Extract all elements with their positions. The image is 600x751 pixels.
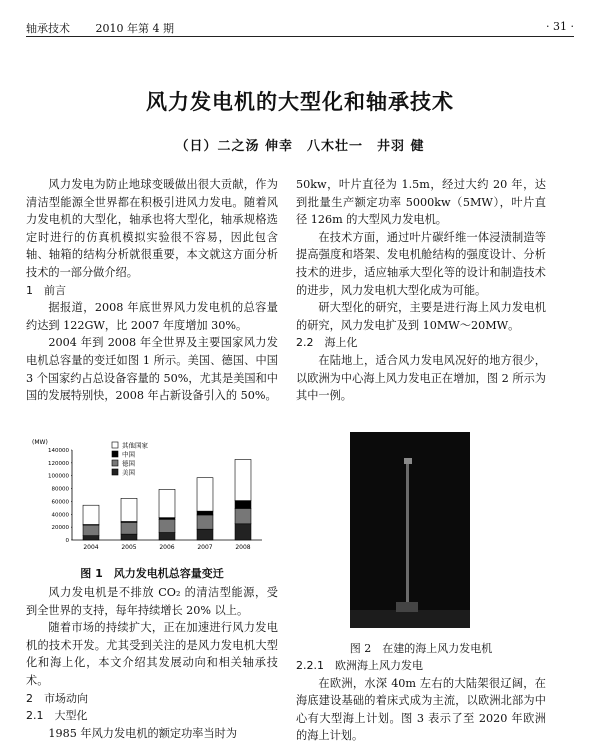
section-1-heading: 1 前言 [26,283,66,297]
x-tick-label: 2005 [121,544,137,551]
legend-label: 其他国家 [122,441,148,450]
legend-swatch [112,460,118,466]
section-2-2-1-heading: 2.2.1 欧洲海上风力发电 [296,659,423,672]
paragraph: 随着市场的持续扩大，正在加速进行风力发电机的技术开发。尤其受到关注的是风力发电机大型化和海上化，本文介绍其发展动向和相关轴承技术。 [26,621,278,687]
legend-swatch [112,442,118,448]
legend-swatch [112,451,118,457]
article-title: 风力发电机的大型化和轴承技术 [146,90,454,114]
bar-segment [121,534,137,540]
y-axis-unit-label: (MW) [32,439,48,446]
header-rule [26,36,574,37]
y-tick-label: 140000 [48,448,69,454]
x-tick-label: 2007 [197,544,213,551]
bar-segment [197,511,213,515]
bar-segment [235,508,251,523]
y-tick-label: 120000 [48,460,69,467]
bar-segment [197,515,213,529]
left-column-bottom [26,584,278,742]
legend-label: 德国 [122,459,135,468]
bar-segment [121,522,137,534]
x-tick-label: 2006 [159,544,175,551]
section-2-heading: 2 市场动向 [26,691,88,705]
paragraph: 50kw，叶片直径为 1.5m，经过大约 20 年，达到批量生产额定功率 5000kw（5MW），叶片直径 126m 的大型风力发电机。 [296,178,546,227]
figure-2-photo [350,432,470,628]
section-2-1-heading: 2.1 大型化 [26,709,88,723]
y-tick-label: 100000 [48,473,69,480]
y-tick-label: 0 [65,538,69,544]
paragraph: 在技术方面，通过叶片碳纤维一体浸渍制造等提高强度和塔架、发电机舱结构的强度设计、分析技术的进步，适应轴承大型化等的设计和制造技术的进步，风力发电机大型化成为可能。 [296,230,546,297]
x-tick-label: 2008 [235,544,251,551]
legend-label: 美国 [122,468,135,477]
bar-segment [83,505,99,524]
bar-segment [159,489,175,517]
bar-segment [197,478,213,511]
paragraph: 1985 年风力发电机的额定功率当时为 [48,726,238,740]
bar-segment [197,529,213,540]
paragraph: 风力发电机是不排放 CO₂ 的清洁型能源，受到全世界的支持，每年持续增长 20% 以上。 [26,586,278,617]
paragraph: 研大型化的研究，主要是进行海上风力发电机的研究，风力发电扩及到 10MW～20MW。 [296,301,546,332]
figure-1-caption: 图 1 风力发电机总容量变迁 [80,567,224,580]
bar-segment [83,536,99,540]
abstract-paragraph: 风力发电为防止地球变暖做出很大贡献，作为清洁型能源全世界都在积极引进风力发电。随着风力发电机的大型化，轴承也将大型化，轴承规格选定时进行的仿真机模拟实验很不容易，因此包含轴、轴箱的结构分析就很重要，本文就这方面分析技术的一部分做介绍。 [26,178,278,279]
turbine-nacelle-shape [404,458,412,464]
y-tick-label: 20000 [51,525,69,532]
bar-segment [235,501,251,509]
y-tick-label: 40000 [51,512,69,519]
header-left [26,20,196,36]
right-column-top [296,176,546,405]
figure-1-chart [30,436,270,562]
sea-surface-shape [350,610,470,628]
issue-label: 2010 年第 4 期 [95,22,174,35]
bar-segment [83,525,99,536]
turbine-tower-shape [406,462,409,612]
paragraph: 在欧洲，水深 40m 左右的大陆架很辽阔，在海底建设基础的着床式成为主流，以欧洲北部为中心有大型海上计划。图 3 表示了至 2020 年欧洲的海上计划。 [296,676,546,743]
article-authors: （日）二之汤 伸幸 八木壮一 井羽 健 [175,139,425,154]
y-tick-label: 80000 [51,486,69,493]
paragraph: 在陆地上，适合风力发电风况好的地方很少，以欧洲为中心海上风力发电正在增加，图 2 所示为其中一例。 [296,353,546,403]
paragraph: 据报道，2008 年底世界风力发电机的总容量约达到 122GW，比 2007 年度增加 30%。 [26,301,278,332]
paragraph: 2004 年到 2008 年全世界及主要国家风力发电机总容量的变迁如图 1 所示。美国、德国、中国 3 个国家约占总设备容量的 50%，尤其是美国和中国的发展特别快，2008 年占新设备引入的 50%。 [26,336,278,403]
legend-swatch [112,469,118,475]
running-header [26,18,574,38]
foundation-shape [396,602,418,612]
bar-segment [159,519,175,532]
figure-2-caption: 图 2 在建的海上风力发电机 [349,642,493,655]
journal-name: 轴承技术 [26,22,70,35]
bar-segment [121,498,137,521]
page-number: · 31 · [546,20,574,33]
right-column-bottom [296,657,546,745]
x-tick-label: 2004 [83,544,99,551]
y-tick-label: 60000 [51,499,69,506]
legend-label: 中国 [122,450,135,459]
bar-segment [235,524,251,540]
bar-segment [235,459,251,500]
bar-segment [159,533,175,540]
section-2-2-heading: 2.2 海上化 [296,336,358,350]
left-column-top [26,176,278,405]
